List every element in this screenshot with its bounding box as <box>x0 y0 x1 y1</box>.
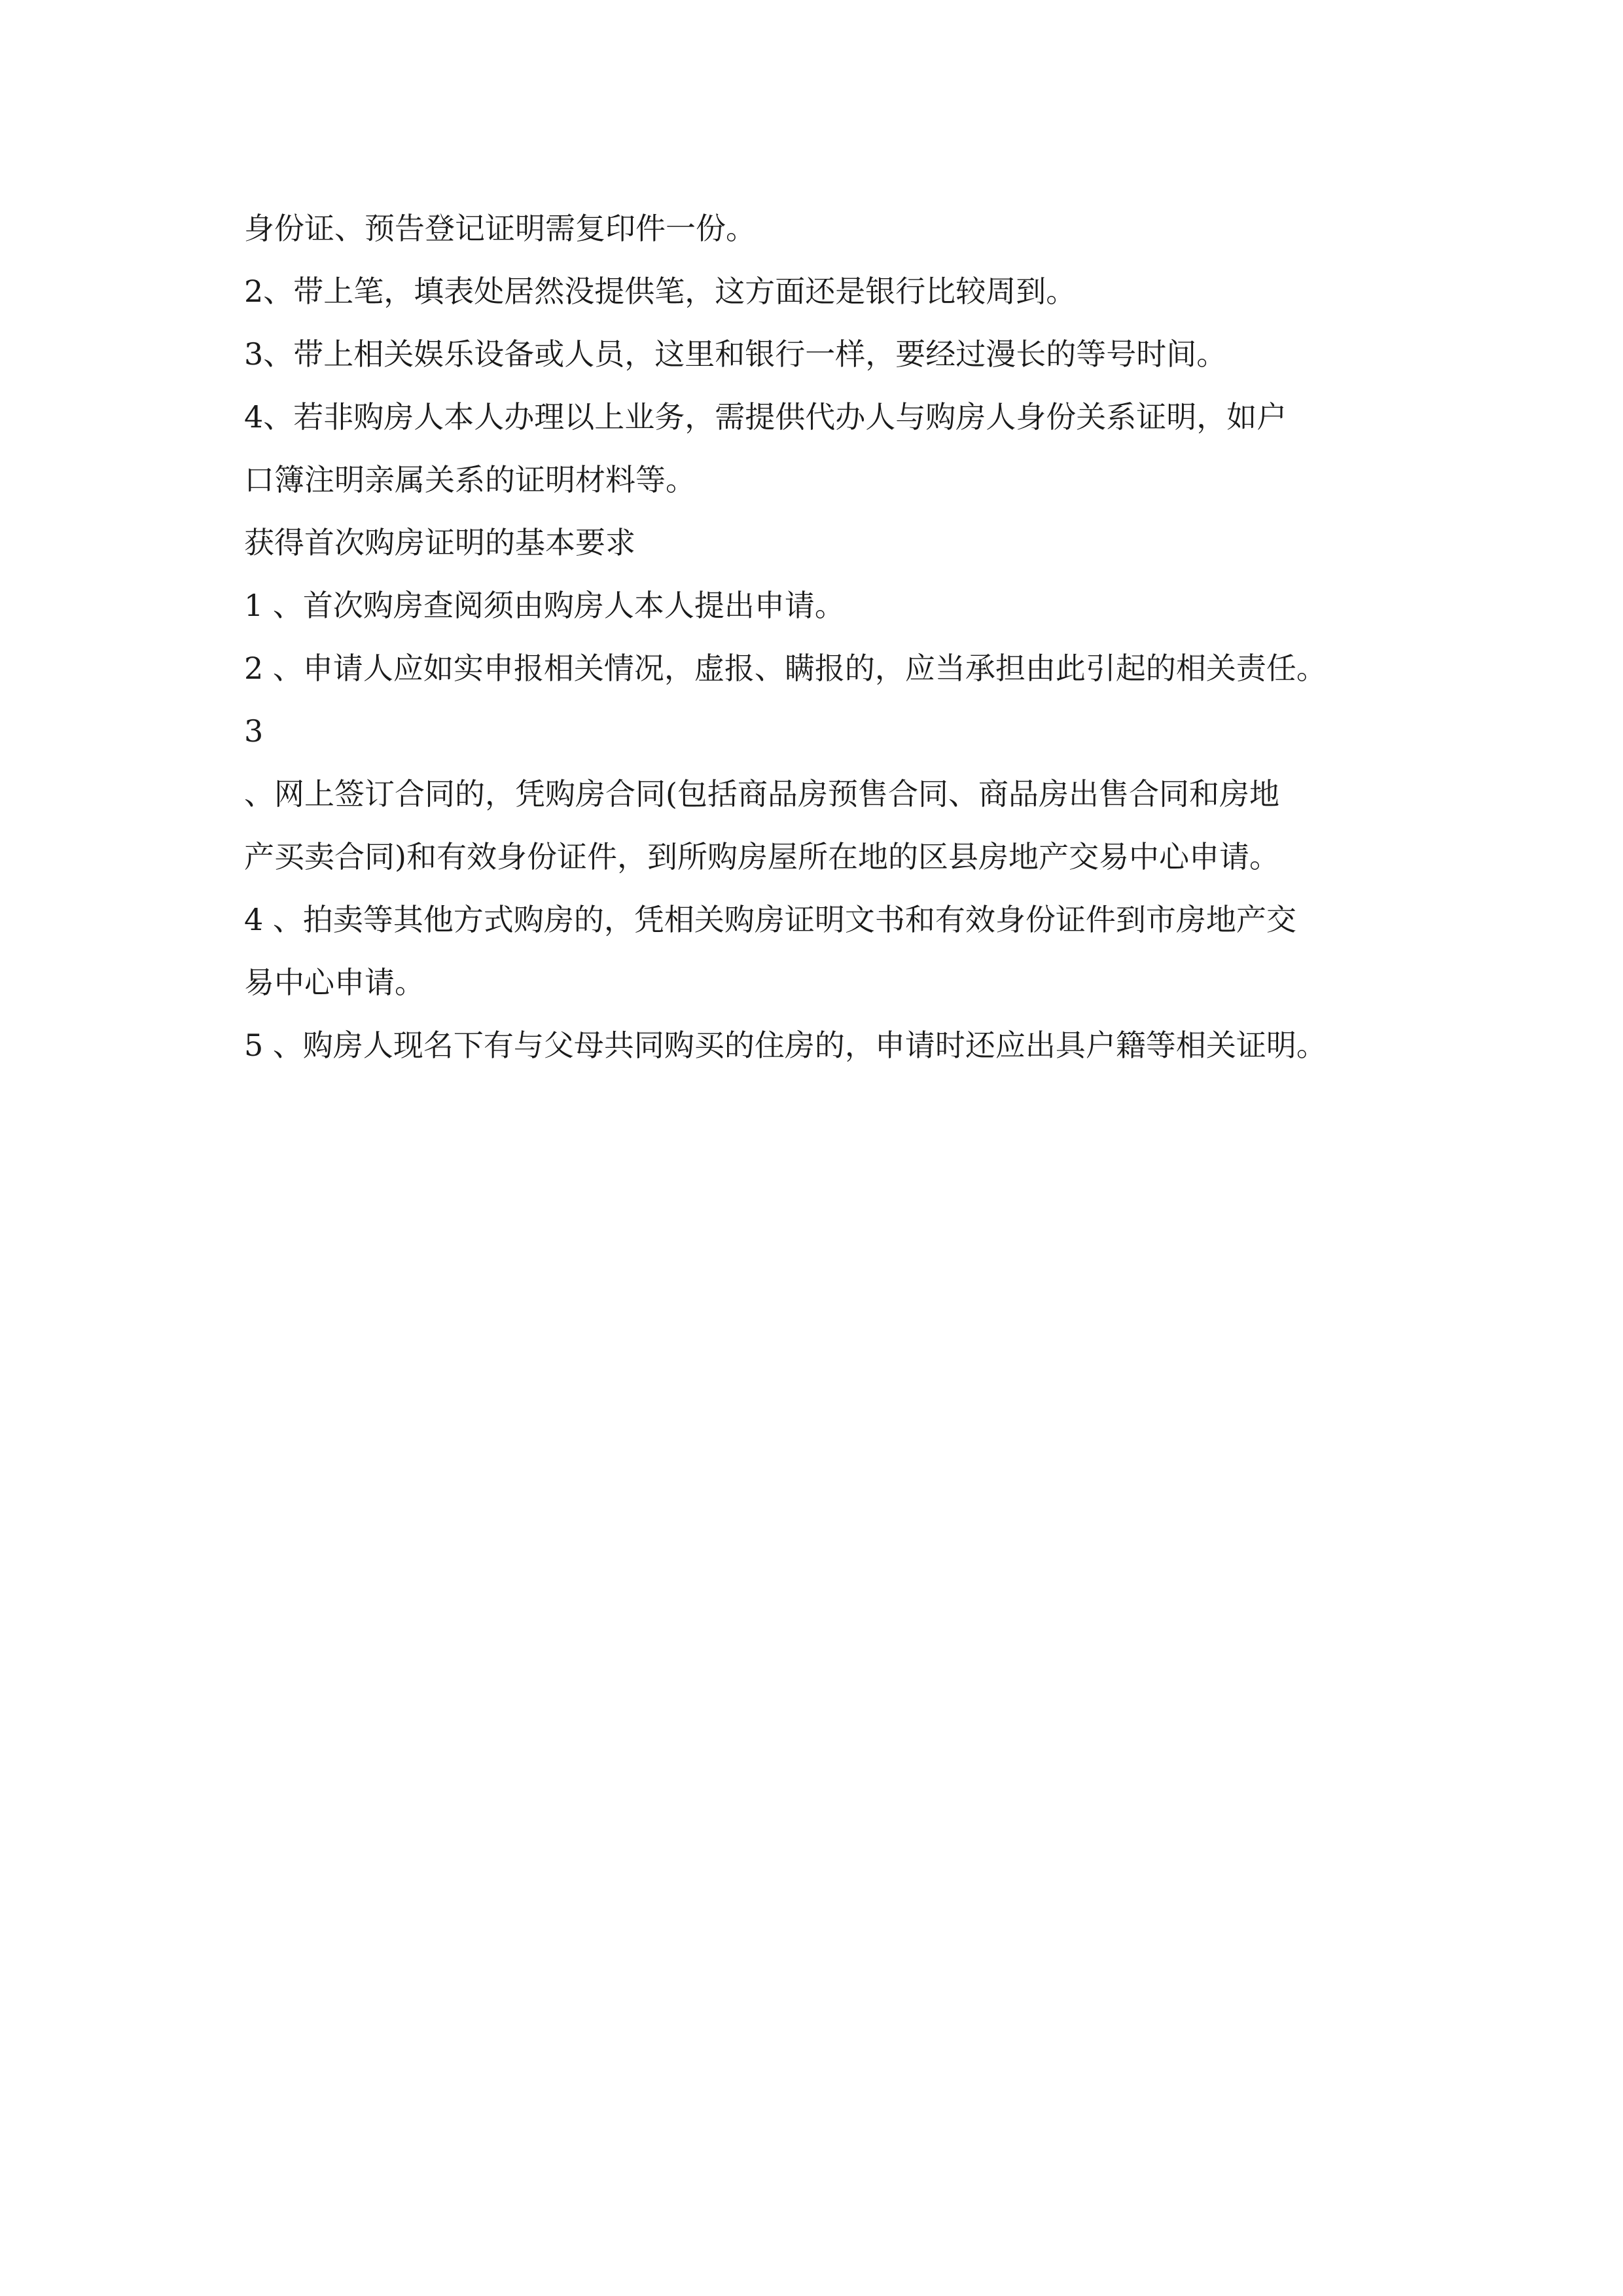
text-line-12: 4 、拍卖等其他方式购房的，凭相关购房证明文书和有效身份证件到市房地产交 <box>244 902 1296 937</box>
text-line-9: 3 <box>244 713 264 749</box>
text-line-1: 身份证、预告登记证明需复印件一份。 <box>244 211 756 246</box>
text-line-14: 5 、购房人现名下有与父母共同购买的住房的，申请时还应出具户籍等相关证明。 <box>244 1028 1327 1063</box>
text-line-11: 产买卖合同)和有效身份证件，到所购房屋所在地的区县房地产交易中心申请。 <box>244 839 1279 874</box>
text-line-13: 易中心申请。 <box>244 965 425 1000</box>
text-line-5: 口簿注明亲属关系的证明材料等。 <box>244 462 696 497</box>
text-line-4: 4、若非购房人本人办理以上业务，需提供代办人与购房人身份关系证明，如户 <box>244 399 1287 435</box>
section-heading: 获得首次购房证明的基本要求 <box>244 525 635 560</box>
document-body <box>244 203 1383 1083</box>
text-line-3: 3、带上相关娱乐设备或人员，这里和银行一样，要经过漫长的等号时间。 <box>244 336 1227 372</box>
text-line-10: 、网上签订合同的，凭购房合同(包括商品房预售合同、商品房出售合同和房地 <box>244 776 1279 812</box>
text-line-7: 1 、首次购房查阅须由购房人本人提出申请。 <box>244 588 845 623</box>
text-line-8: 2 、申请人应如实申报相关情况，虚报、瞒报的，应当承担由此引起的相关责任。 <box>244 651 1327 686</box>
text-line-2: 2、带上笔，填表处居然没提供笔，这方面还是银行比较周到。 <box>244 274 1077 309</box>
